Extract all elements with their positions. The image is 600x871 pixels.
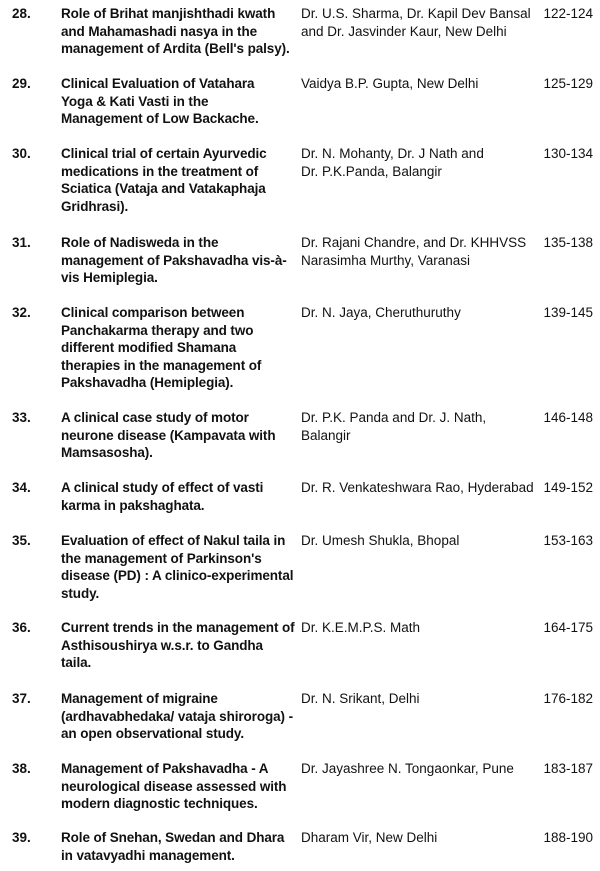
entry-number: 32.	[12, 305, 31, 320]
entry-title-line: Clinical comparison between	[61, 305, 245, 320]
entry-title-line: an open observational study.	[61, 726, 244, 741]
entry-title-line: Clinical trial of certain Ayurvedic	[61, 146, 267, 161]
entry-author	[301, 304, 527, 322]
entry-title-line: in vatavyadhi management.	[61, 847, 235, 863]
entry-title-line: Role of Brihat manjishthadi kwath	[61, 6, 276, 21]
entry-pages: 153-163	[543, 533, 593, 548]
entry-pages: 135-138	[543, 235, 593, 250]
entry-title-line: medications in the treatment of	[61, 163, 259, 179]
entry-title-line: neurone disease (Kampavata with	[61, 427, 276, 443]
entry-author-line: Dr. N. Jaya, Cheruthuruthy	[301, 305, 461, 320]
entry-title-line: karma in pakshaghata.	[61, 497, 205, 513]
entry-title	[61, 690, 297, 743]
entry-title-line: Management of migraine	[61, 691, 218, 706]
entry-title-line: Role of Snehan, Swedan and Dhara	[61, 830, 285, 845]
entry-title-line: Evaluation of effect of Nakul taila in	[61, 533, 286, 548]
entry-number: 28.	[12, 6, 31, 21]
entry-author	[301, 619, 527, 637]
entry-title-line: Management of Low Backache.	[61, 111, 259, 126]
entry-title-line: taila.	[61, 655, 92, 670]
entry-number: 30.	[12, 146, 31, 161]
entry-pages: 188-190	[543, 830, 593, 845]
entry-title-line: therapies in the management of	[61, 357, 262, 373]
entry-title	[61, 75, 297, 128]
entry-title-line: modern diagnostic techniques.	[61, 796, 258, 811]
entry-title	[61, 532, 297, 602]
entry-author-line: Balangir	[301, 427, 351, 443]
entry-author-line: Dr. Jayashree N. Tongaonkar, Pune	[301, 761, 514, 776]
entry-title-line: Mamsasosha).	[61, 445, 153, 460]
entry-title	[61, 829, 297, 864]
entry-title	[61, 409, 297, 462]
entry-title-line: and Mahamashadi nasya in the	[61, 23, 258, 39]
entry-author-line: Dr. R. Venkateshwara Rao, Hyderabad	[301, 480, 534, 495]
entry-pages: 146-148	[543, 410, 593, 425]
entry-pages: 122-124	[543, 6, 593, 21]
entry-number: 35.	[12, 533, 31, 548]
entry-author-line: Dr. K.E.M.P.S. Math	[301, 620, 421, 635]
entry-title-line: study.	[61, 585, 100, 601]
entry-author-line: Narasimha Murthy, Varanasi	[301, 252, 471, 268]
entry-pages: 125-129	[543, 76, 593, 91]
entry-title-line: (ardhavabhedaka/ vataja shiroroga) -	[61, 708, 293, 724]
entry-author-line: Dr. N. Mohanty, Dr. J Nath and	[301, 146, 484, 161]
entry-pages: 176-182	[543, 691, 593, 706]
entry-title-line: Current trends in the management of	[61, 620, 295, 635]
entry-number: 31.	[12, 235, 31, 250]
entry-pages: 149-152	[543, 480, 593, 495]
entry-title-line: Clinical Evaluation of Vatahara	[61, 76, 255, 91]
entry-number: 33.	[12, 410, 31, 425]
entry-author-line: Dr. N. Srikant, Delhi	[301, 691, 420, 706]
entry-title-line: Management of Pakshavadha - A	[61, 761, 269, 776]
entry-title-line: Panchakarma therapy and two	[61, 322, 254, 338]
entry-title-line: management of Pakshavadha vis-à-	[61, 252, 287, 268]
entry-author	[301, 479, 534, 497]
entry-title	[61, 304, 297, 392]
entry-title-line: Role of Nadisweda in the	[61, 235, 219, 250]
entry-title-line: Pakshavadha (Hemiplegia).	[61, 375, 234, 390]
entry-title	[61, 760, 297, 813]
entry-author	[301, 5, 531, 40]
entry-pages: 164-175	[543, 620, 593, 635]
entry-number: 29.	[12, 76, 31, 91]
entry-author	[301, 532, 527, 550]
entry-title-line: different modified Shamana	[61, 340, 237, 355]
entry-pages: 139-145	[543, 305, 593, 320]
entry-pages: 130-134	[543, 146, 593, 161]
entry-title-line: A clinical case study of motor	[61, 410, 249, 425]
entry-title	[61, 234, 297, 287]
entry-number: 38.	[12, 761, 31, 776]
entry-author	[301, 234, 527, 269]
entry-title-line: A clinical study of effect of vasti	[61, 480, 264, 495]
entry-author-line: Vaidya B.P. Gupta, New Delhi	[301, 76, 479, 91]
entry-title	[61, 479, 297, 514]
entry-title	[61, 619, 297, 672]
entry-title-line: management of Ardita (Bell's palsy).	[61, 41, 290, 56]
entry-author	[301, 690, 527, 708]
entry-author	[301, 75, 527, 93]
entry-title-line: the management of Parkinson's	[61, 550, 262, 566]
entry-title	[61, 5, 297, 58]
entry-title-line: Yoga & Kati Vasti in the	[61, 93, 209, 109]
entry-author	[301, 829, 527, 847]
entry-title-line: neurological disease assessed with	[61, 778, 287, 794]
entry-author	[301, 760, 527, 778]
entry-title-line: Asthisoushirya w.s.r. to Gandha	[61, 637, 263, 653]
entry-number: 37.	[12, 691, 31, 706]
entry-title-line: Sciatica (Vataja and Vatakaphaja	[61, 181, 266, 196]
entry-author-line: Dr. U.S. Sharma, Dr. Kapil Dev Bansal	[301, 6, 531, 21]
entry-pages: 183-187	[543, 761, 593, 776]
entry-author	[301, 409, 527, 444]
entry-author-line: Dr. Umesh Shukla, Bhopal	[301, 533, 460, 548]
entry-title	[61, 145, 297, 215]
entry-title-line: Gridhrasi).	[61, 198, 129, 214]
entry-author-line: Dharam Vir, New Delhi	[301, 830, 438, 845]
entry-number: 39.	[12, 830, 31, 845]
entry-title-line: vis Hemiplegia.	[61, 270, 158, 285]
entry-author	[301, 145, 527, 180]
entry-number: 36.	[12, 620, 31, 635]
entry-author-line: Dr. Rajani Chandre, and Dr. KHHVSS	[301, 235, 527, 250]
entry-number: 34.	[12, 480, 31, 495]
entry-author-line: and Dr. Jasvinder Kaur, New Delhi	[301, 23, 507, 39]
entry-author-line: Dr. P.K.Panda, Balangir	[301, 163, 442, 179]
entry-author-line: Dr. P.K. Panda and Dr. J. Nath,	[301, 410, 487, 425]
entry-title-line: disease (PD) : A clinico-experimental	[61, 568, 294, 583]
